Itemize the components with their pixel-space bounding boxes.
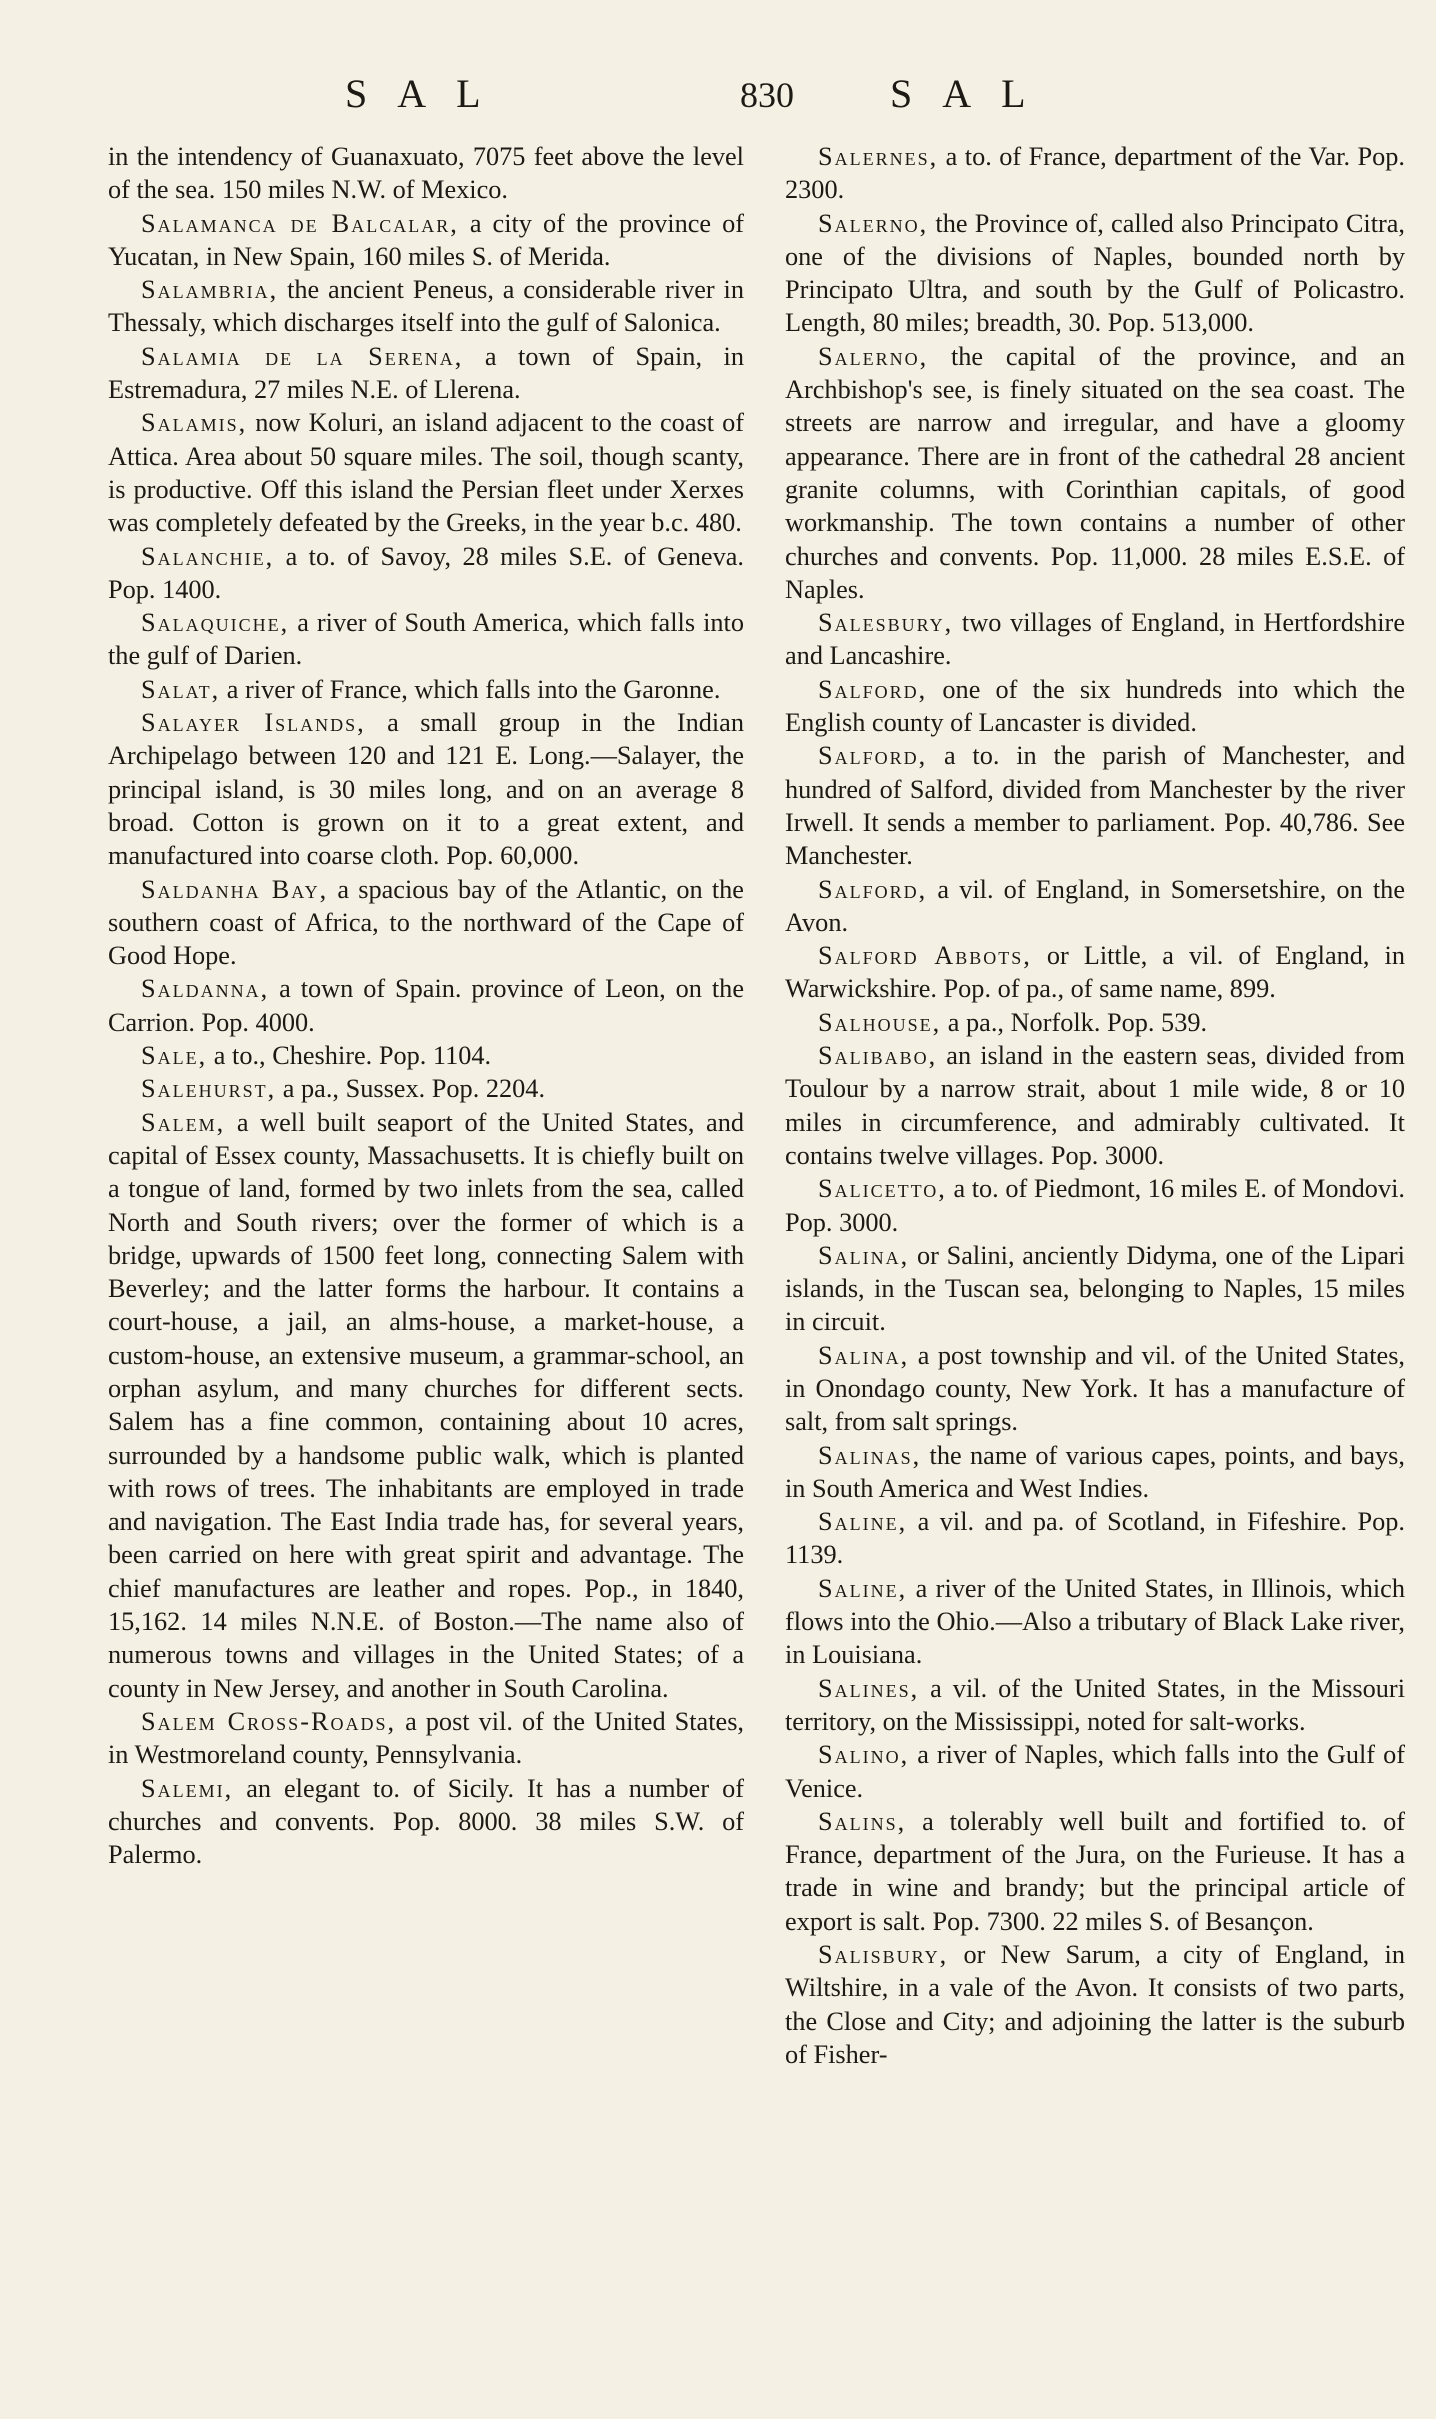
entry-text: the ancient Peneus, a considerable river in Thessaly, which discharges itself into the gulf of Salonica. [108,275,744,338]
running-head-left: SAL [345,71,511,116]
entry-text: or Salini, anciently Didyma, one of the Lipari islands, in the Tuscan sea, belonging to Naples, 15 miles in circuit. [785,1240,1405,1337]
gazetteer-entry [108,972,744,1039]
entry-text: an elegant to. of Sicily. It has a number of churches and convents. Pop. 8000. 38 miles S.W. of Palermo. [108,1773,744,1870]
gazetteer-entry [785,673,1405,740]
entry-text: an island in the eastern seas, divided from Toulour by a narrow strait, about 1 mile wide, 8 or 10 miles in circumference, and admirably cultivated. It contains twelve villages. Pop. 3000. [785,1041,1405,1170]
entry-headword: Salino, [818,1740,910,1770]
entry-text: a river of South America, which falls into the gulf of Darien. [108,608,744,671]
gazetteer-entry [785,739,1405,872]
gazetteer-entry [785,140,1405,207]
entry-headword: Salina, [818,1240,910,1270]
entry-headword: Salernes, [818,142,939,171]
gazetteer-entry [785,1805,1405,1938]
entry-text: a small group in the Indian Archipelago between 120 and 121 E. Long.—Salayer, the principal island, is 30 miles long, and on an average 8 broad. Cotton is grown on it to a great extent, and manufactured into coarse cloth. Pop. 60,000. [108,708,744,871]
entry-text: a well built seaport of the United States, and capital of Essex county, Massachusetts. It is chiefly built on a tongue of land, formed by two inlets from the sea, called North and South rivers; over the former of which is a bridge, upwards of 1500 feet long, connecting Salem with Beverley; and the latter forms the harbour. It contains a court-house, a jail, an alms-house, a market-house, a custom-house, an extensive museum, a grammar-school, an orphan asylum, and many churches for different sects. Salem has a fine common, containing about 10 acres, surrounded by a handsome public walk, which is planted with rows of trees. The inhabitants are employed in trade and navigation. The East India trade has, for several years, been carried on here with great spirit and advantage. The chief manufactures are leather and ropes. Pop., in 1840, 15,162. 14 miles N.N.E. of Boston.—The name also of numerous towns and villages in the United States; of a county in New Jersey, and another in South Carolina. [108,1107,744,1703]
gazetteer-entry [108,606,744,673]
gazetteer-entry [785,1172,1405,1239]
entry-headword: Salford Abbots, [818,941,1032,971]
entry-headword: Salinas, [818,1440,922,1470]
gazetteer-entry [785,606,1405,673]
entry-text: or New Sarum, a city of England, in Wiltshire, in a vale of the Avon. It consists of two parts, the Close and City; and adjoining the latter is the suburb of Fisher- [785,1940,1405,2069]
entry-headword: Salines, [818,1673,920,1703]
gazetteer-entry [108,207,744,274]
entry-text: a vil. and pa. of Scotland, in Fifeshire. Pop. 1139. [785,1507,1405,1570]
gazetteer-entry [108,340,744,407]
entry-text: now Koluri, an island adjacent to the coast of Attica. Area about 50 square miles. The soil, though scanty, is productive. Off this island the Persian fleet under Xerxes was completely defeated by the Greeks, in the year b.c. 480. [108,408,744,538]
entry-text: a to., Cheshire. Pop. 1104. [207,1041,492,1071]
page-number: 830 [740,75,794,115]
entry-headword: Salina, [818,1340,910,1370]
gazetteer-entry [108,1772,744,1872]
entry-text: a river of Naples, which falls into the Gulf of Venice. [785,1740,1405,1803]
gazetteer-entry [785,1239,1405,1339]
entry-headword: Salerno, [818,208,929,238]
entry-text: a pa., Sussex. Pop. 2204. [276,1074,546,1104]
entry-text: a vil. of the United States, in the Missouri territory, on the Mississippi, noted for salt-works. [785,1673,1405,1736]
gazetteer-entry [108,140,744,207]
entry-headword: Salehurst, [141,1074,277,1104]
entry-headword: Salford, [818,674,928,704]
entry-text: one of the six hundreds into which the English county of Lancaster is divided. [785,674,1405,738]
entry-text: a to. of Savoy, 28 miles S.E. of Geneva. Pop. 1400. [108,541,744,604]
entry-text: a town of Spain, in Estremadura, 27 miles N.E. of Llerena. [108,341,744,405]
entry-text: a pa., Norfolk. Pop. 539. [941,1007,1208,1037]
gazetteer-entry [785,1006,1405,1039]
entry-text: two villages of England, in Hertfordshire and Lancashire. [785,608,1405,671]
entry-text: a to. of France, department of the Var. Pop. 2300. [785,142,1405,205]
entry-headword: Saline, [818,1573,908,1603]
gazetteer-entry [108,1039,744,1072]
entry-headword: Saldanha Bay, [141,874,329,904]
gazetteer-entry [785,1572,1405,1672]
left-column [108,140,744,1871]
entry-headword: Sale, [141,1041,208,1071]
entry-headword: Salanchie, [141,541,275,571]
entry-headword: Salins, [818,1806,907,1836]
entry-headword: Salambria, [141,275,279,305]
entry-headword: Salemi, [141,1773,234,1803]
gazetteer-entry [785,1439,1405,1506]
entry-text: or Little, a vil. of England, in Warwickshire. Pop. of pa., of same name, 899. [785,941,1405,1004]
gazetteer-entry [785,873,1405,940]
running-head-right: SAL [890,71,1056,116]
entry-text: the Province of, called also Principato Citra, one of the divisions of Naples, bounded north by Principato Ultra, and south by the Gulf of Policastro. Length, 80 miles; breadth, 30. Pop. 513,000. [785,208,1405,338]
entry-text: the capital of the province, and an Archbishop's see, is finely situated on the sea coast. The streets are narrow and irregular, and have a gloomy appearance. There are in front of the cathedral 28 ancient granite columns, with Corinthian capitals, of good workmanship. The town contains a number of other churches and convents. Pop. 11,000. 28 miles E.S.E. of Naples. [785,341,1405,604]
right-column [785,140,1405,2071]
gazetteer-entry [785,340,1405,606]
gazetteer-entry [785,1339,1405,1439]
gazetteer-entry [108,706,744,872]
gazetteer-entry [108,273,744,340]
entry-text: a post township and vil. of the United States, in Onondago county, New York. It has a manufacture of salt, from salt springs. [785,1340,1405,1437]
entry-headword: Salem Cross-Roads, [141,1706,397,1736]
entry-headword: Salisbury, [818,1940,949,1970]
entry-headword: Saline, [818,1507,908,1537]
gazetteer-entry [785,1738,1405,1805]
entry-text: a city of the province of Yucatan, in New Spain, 160 miles S. of Merida. [108,208,744,271]
gazetteer-entry [785,1039,1405,1172]
entry-text: a post vil. of the United States, in Westmoreland county, Pennsylvania. [108,1706,744,1770]
page-header [0,70,1436,130]
entry-text: a river of France, which falls into the Garonne. [220,674,721,704]
gazetteer-entry [108,873,744,973]
entry-headword: Salerno, [818,341,929,371]
gazetteer-entry [108,1072,744,1105]
entry-headword: Salford, [818,874,928,904]
gazetteer-entry [108,406,744,539]
entry-text: a vil. of England, in Somersetshire, on the Avon. [785,874,1405,937]
gazetteer-entry [108,1705,744,1772]
entry-text: a town of Spain. province of Leon, on the Carrion. Pop. 4000. [108,974,744,1037]
gazetteer-entry [108,1106,744,1705]
entry-text: a to. of Piedmont, 16 miles E. of Mondovi. Pop. 3000. [785,1174,1405,1237]
entry-text: a tolerably well built and fortified to. of France, department of the Jura, on the Furieuse. It has a trade in wine and brandy; but the principal article of export is salt. Pop. 7300. 22 miles S. of Besançon. [785,1806,1405,1936]
gazetteer-entry [108,540,744,607]
entry-text: a river of the United States, in Illinois, which flows into the Ohio.—Also a tributary of Black Lake river, in Louisiana. [785,1573,1405,1670]
entry-headword: Saldanna, [141,974,270,1004]
entry-headword: Salesbury, [818,608,954,638]
entry-text: the name of various capes, points, and bays, in South America and West Indies. [785,1440,1405,1503]
gazetteer-entry [785,939,1405,1006]
entry-headword: Salayer Islands, [141,708,366,738]
gazetteer-entry [785,1672,1405,1739]
gazetteer-entry [785,1938,1405,2071]
entry-headword: Salhouse, [818,1007,942,1037]
entry-headword: Salamanca de Balcalar, [141,208,459,238]
entry-headword: Salem, [141,1107,226,1137]
entry-text: in the intendency of Guanaxuato, 7075 feet above the level of the sea. 150 miles N.W. of Mexico. [108,142,744,205]
gazetteer-entry [785,1505,1405,1572]
entry-headword: Salat, [141,674,221,704]
entry-headword: Salamis, [141,408,248,438]
entry-headword: Salamia de la Serena, [141,341,464,371]
entry-headword: Salaquiche, [141,608,290,638]
entry-text: a to. in the parish of Manchester, and hundred of Salford, divided from Manchester by the river Irwell. It sends a member to parliament. Pop. 40,786. See Manchester. [785,741,1405,871]
gazetteer-entry [785,207,1405,340]
entry-headword: Salford, [818,741,928,771]
entry-headword: Salicetto, [818,1174,947,1204]
entry-text: a spacious bay of the Atlantic, on the southern coast of Africa, to the northward of the Cape of Good Hope. [108,874,744,971]
gazetteer-entry [108,673,744,706]
entry-headword: Salibabo, [818,1041,938,1071]
